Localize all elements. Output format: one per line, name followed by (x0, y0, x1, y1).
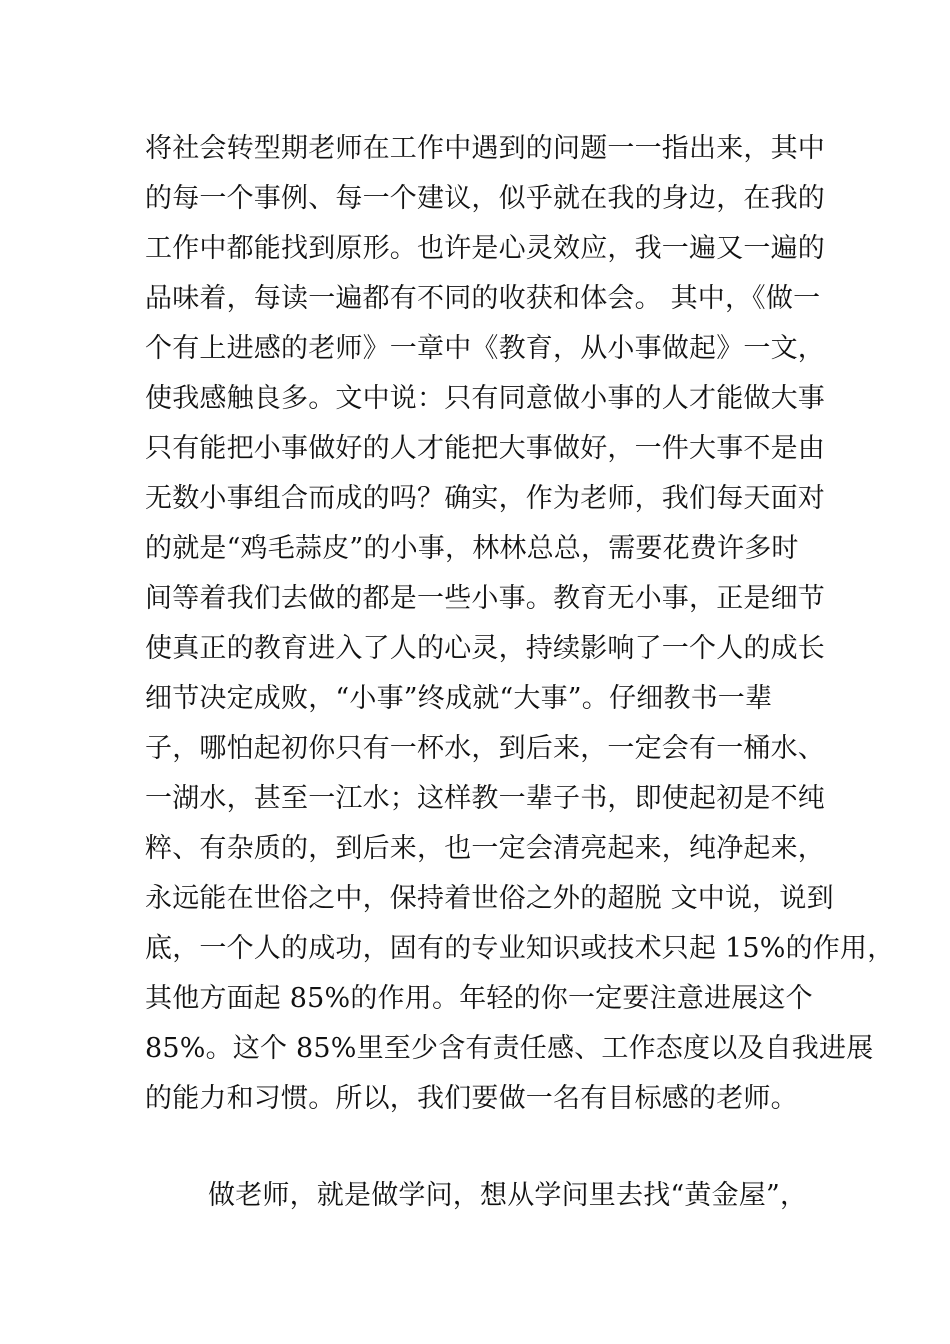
text-line: 品味着，每读一遍都有不同的收获和体会。 其中，《做一 (145, 283, 821, 314)
text-line: 85%。这个 85%里至少含有责任感、工作态度以及自我进展 (145, 1033, 874, 1064)
text-line: 的每一个事例、每一个建议，似乎就在我的身边，在我的 (145, 183, 825, 214)
text-line: 子，哪怕起初你只有一杯水，到后来，一定会有一桶水、 (145, 733, 825, 764)
text-line: 无数小事组合而成的吗？确实，作为老师，我们每天面对 (145, 483, 825, 514)
text-line: 使真正的教育进入了人的心灵，持续影响了一个人的成长 (145, 633, 825, 664)
text-line: 间等着我们去做的都是一些小事。教育无小事，正是细节 (145, 583, 825, 614)
text-line: 工作中都能找到原形。也许是心灵效应，我一遍又一遍的 (145, 233, 825, 264)
text-line: 细节决定成败，“小事”终成就“大事”。仔细教书一辈 (145, 683, 773, 714)
text-line: 个有上进感的老师》一章中《教育，从小事做起》一文， (145, 333, 825, 364)
paragraph-2-first-line: 做老师，就是做学问，想从学问里去找“黄金屋”， (208, 1180, 808, 1211)
text-line: 底，一个人的成功，固有的专业知识或技术只起 15%的作用， (145, 933, 895, 964)
text-line: 的能力和习惯。所以，我们要做一名有目标感的老师。 (145, 1083, 798, 1114)
text-line: 一湖水，甚至一江水；这样教一辈子书，即使起初是不纯 (145, 783, 825, 814)
text-line: 将社会转型期老师在工作中遇到的问题一一指出来，其中 (145, 133, 825, 164)
text-line: 粹、有杂质的，到后来，也一定会清亮起来，纯净起来， (145, 833, 825, 864)
text-line: 使我感触良多。文中说：只有同意做小事的人才能做大事 (145, 383, 825, 414)
text-line: 只有能把小事做好的人才能把大事做好，一件大事不是由 (145, 433, 825, 464)
text-line: 的就是“鸡毛蒜皮”的小事，林林总总，需要花费许多时 (145, 533, 799, 564)
text-line: 其他方面起 85%的作用。年轻的你一定要注意进展这个 (145, 983, 813, 1014)
text-line: 永远能在世俗之中，保持着世俗之外的超脱 文中说，说到 (145, 883, 834, 914)
